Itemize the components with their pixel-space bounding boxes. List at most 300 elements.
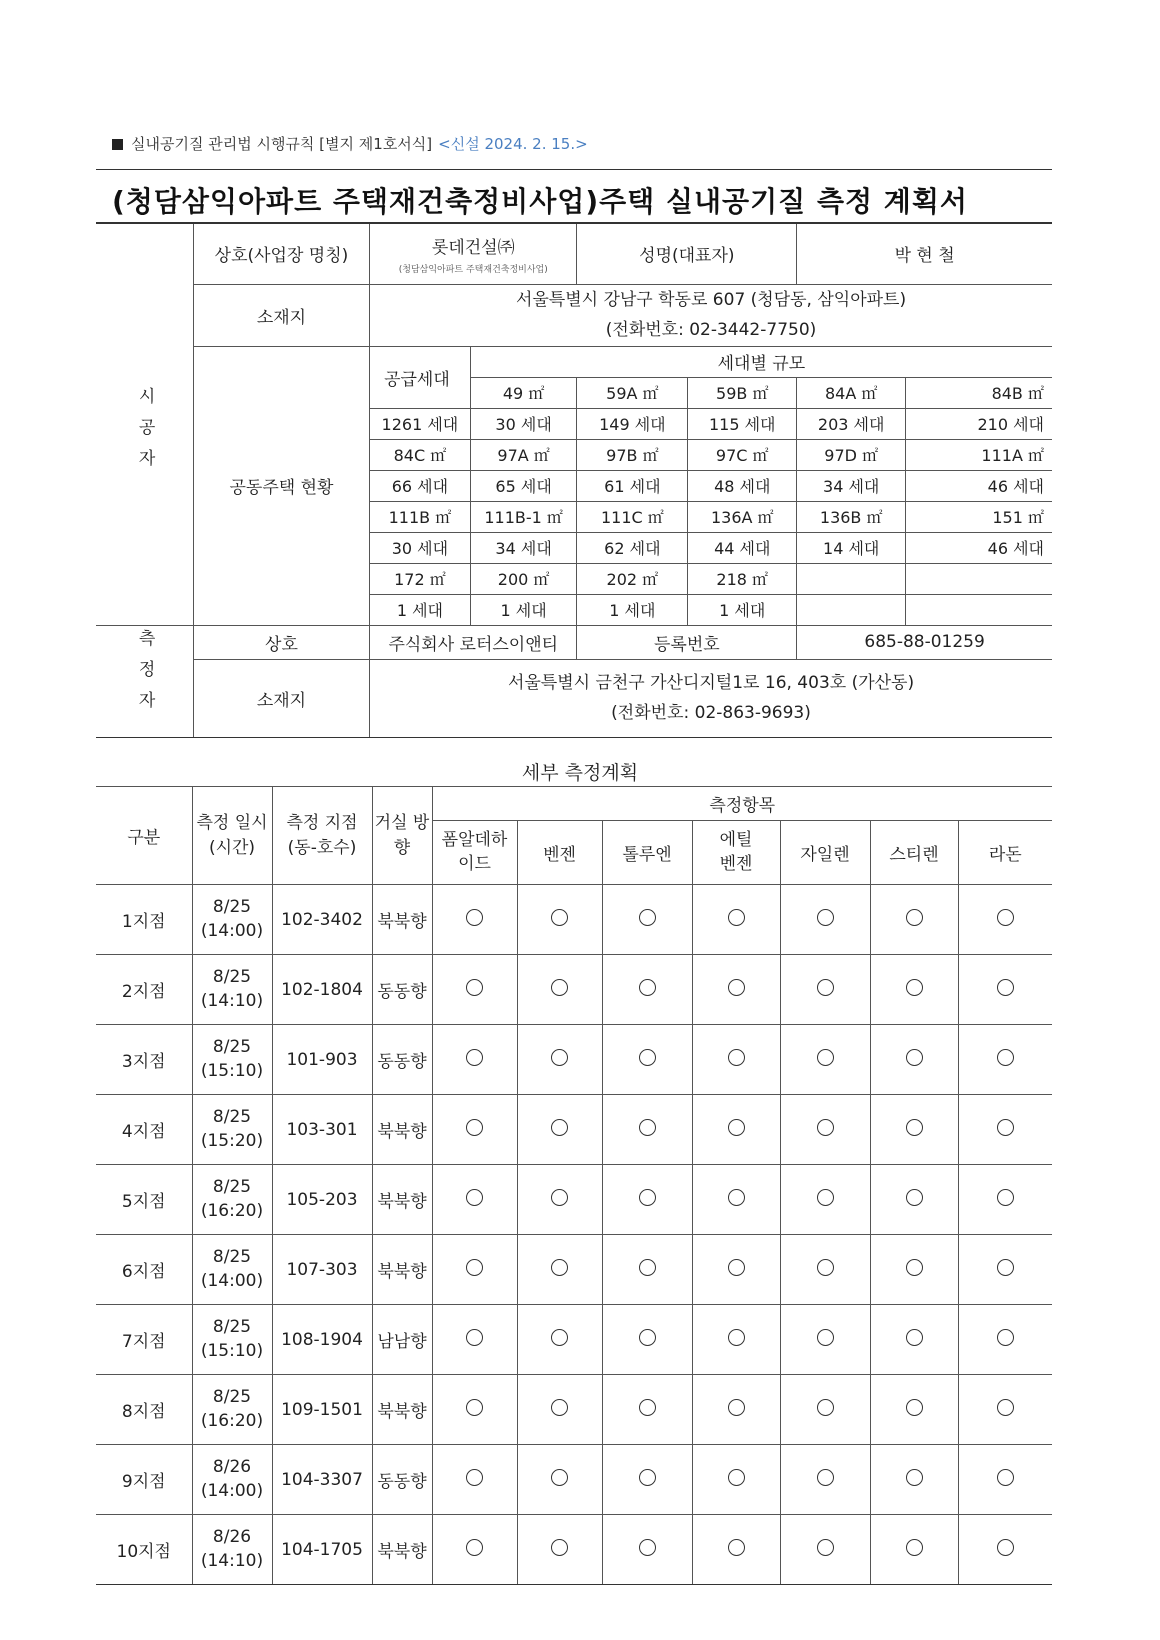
date-text: 8/25 xyxy=(212,1036,252,1057)
count-cell: 48 세대 xyxy=(688,470,797,501)
scale-label: 세대별 규모 xyxy=(470,346,1052,377)
check-cell xyxy=(692,1305,780,1375)
date-text: 8/25 xyxy=(212,1386,252,1407)
size-cell: 111B-1 ㎡ xyxy=(470,501,577,532)
count-cell: 44 세대 xyxy=(688,532,797,563)
date-text: 8/26 xyxy=(212,1456,252,1477)
check-cell xyxy=(870,1095,958,1165)
check-cell xyxy=(432,1305,517,1375)
date-text: 8/25 xyxy=(212,1246,252,1267)
circle-mark-icon xyxy=(728,1469,745,1486)
check-cell xyxy=(602,1375,692,1445)
circle-mark-icon xyxy=(639,909,656,926)
size-cell xyxy=(906,563,1052,594)
size-cell: 218 ㎡ xyxy=(688,563,797,594)
measurer-section-text: 측정자 xyxy=(134,629,155,723)
count-cell: 30 세대 xyxy=(370,532,471,563)
circle-mark-icon xyxy=(728,1539,745,1556)
circle-mark-icon xyxy=(997,1049,1014,1066)
circle-mark-icon xyxy=(997,1189,1014,1206)
size-cell: 59A ㎡ xyxy=(577,377,688,408)
date-text: 8/25 xyxy=(212,966,252,987)
check-cell xyxy=(432,1235,517,1305)
circle-mark-icon xyxy=(997,909,1014,926)
builder-rep-label: 성명(대표자) xyxy=(577,224,797,284)
detail-table xyxy=(96,786,1052,1585)
time-text: (14:10) xyxy=(200,990,264,1011)
count-cell: 62 세대 xyxy=(577,532,688,563)
datetime-cell xyxy=(192,1515,272,1585)
count-cell xyxy=(906,594,1052,625)
check-cell xyxy=(517,1375,602,1445)
check-cell xyxy=(432,1095,517,1165)
builder-phone: (전화번호: 02-3442-7750) xyxy=(605,320,817,341)
check-cell xyxy=(958,955,1052,1025)
datetime-cell xyxy=(192,955,272,1025)
table-row xyxy=(96,1095,1052,1165)
circle-mark-icon xyxy=(639,1189,656,1206)
count-cell: 210 세대 xyxy=(906,408,1052,439)
datetime-cell xyxy=(192,1375,272,1445)
size-cell: 136B ㎡ xyxy=(797,501,906,532)
table-row xyxy=(96,1235,1052,1305)
count-cell: 1 세대 xyxy=(370,594,471,625)
check-cell xyxy=(780,1095,870,1165)
size-cell: 136A ㎡ xyxy=(688,501,797,532)
circle-mark-icon xyxy=(466,1469,483,1486)
form-reference xyxy=(112,133,588,154)
item-xylene: 자일렌 xyxy=(780,821,870,885)
circle-mark-icon xyxy=(728,1189,745,1206)
circle-mark-icon xyxy=(817,1329,834,1346)
count-cell: 1 세대 xyxy=(470,594,577,625)
circle-mark-icon xyxy=(906,1119,923,1136)
check-cell xyxy=(780,1375,870,1445)
count-cell: 46 세대 xyxy=(906,470,1052,501)
size-cell xyxy=(797,563,906,594)
circle-mark-icon xyxy=(551,1189,568,1206)
table-row xyxy=(96,1515,1052,1585)
size-cell: 97C ㎡ xyxy=(688,439,797,470)
circle-mark-icon xyxy=(639,1259,656,1276)
count-cell: 34 세대 xyxy=(470,532,577,563)
detail-plan-title: 세부 측정계획 xyxy=(521,762,639,784)
check-cell xyxy=(692,1165,780,1235)
check-cell xyxy=(432,1375,517,1445)
circle-mark-icon xyxy=(551,1399,568,1416)
check-cell xyxy=(602,1025,692,1095)
info-table xyxy=(96,224,1052,738)
item-benzene: 벤젠 xyxy=(517,821,602,885)
check-cell xyxy=(692,1515,780,1585)
check-cell xyxy=(780,1165,870,1235)
time-text: (15:20) xyxy=(200,1130,264,1151)
count-cell: 1 세대 xyxy=(577,594,688,625)
check-cell xyxy=(958,1095,1052,1165)
check-cell xyxy=(432,1025,517,1095)
circle-mark-icon xyxy=(728,1259,745,1276)
check-cell xyxy=(870,1515,958,1585)
datetime-cell xyxy=(192,1305,272,1375)
circle-mark-icon xyxy=(906,1399,923,1416)
circle-mark-icon xyxy=(551,1329,568,1346)
check-cell xyxy=(602,1305,692,1375)
check-cell xyxy=(517,1305,602,1375)
check-cell xyxy=(517,1025,602,1095)
time-text: (15:10) xyxy=(200,1340,264,1361)
measurer-phone: (전화번호: 02-863-9693) xyxy=(611,703,811,724)
check-cell xyxy=(870,1305,958,1375)
circle-mark-icon xyxy=(466,909,483,926)
circle-mark-icon xyxy=(817,1119,834,1136)
circle-mark-icon xyxy=(997,1119,1014,1136)
size-cell: 172 ㎡ xyxy=(370,563,471,594)
size-cell: 111A ㎡ xyxy=(906,439,1052,470)
point-cell: 1지점 xyxy=(96,885,192,955)
check-cell xyxy=(602,955,692,1025)
header-datetime: 측정 일시 (시간) xyxy=(192,787,272,885)
count-cell: 1261 세대 xyxy=(370,408,471,439)
unit-cell: 105-203 xyxy=(272,1165,372,1235)
count-cell: 149 세대 xyxy=(577,408,688,439)
circle-mark-icon xyxy=(997,1259,1014,1276)
check-cell xyxy=(432,885,517,955)
date-text: 8/25 xyxy=(212,1106,252,1127)
date-text: 8/25 xyxy=(212,896,252,917)
check-cell xyxy=(517,1515,602,1585)
size-cell: 49 ㎡ xyxy=(470,377,577,408)
check-cell xyxy=(602,1235,692,1305)
header-items: 측정항목 xyxy=(432,787,1052,821)
check-cell xyxy=(958,885,1052,955)
circle-mark-icon xyxy=(728,1329,745,1346)
builder-company-cell xyxy=(370,224,577,284)
check-cell xyxy=(958,1165,1052,1235)
check-cell xyxy=(870,1375,958,1445)
point-cell: 3지점 xyxy=(96,1025,192,1095)
table-row xyxy=(96,1025,1052,1095)
circle-mark-icon xyxy=(466,1399,483,1416)
size-cell: 84B ㎡ xyxy=(906,377,1052,408)
circle-mark-icon xyxy=(466,1119,483,1136)
unit-cell: 103-301 xyxy=(272,1095,372,1165)
document-title: (청담삼익아파트 주택재건축정비사업)주택 실내공기질 측정 계획서 xyxy=(112,185,968,218)
circle-mark-icon xyxy=(466,1539,483,1556)
count-cell: 66 세대 xyxy=(370,470,471,501)
check-cell xyxy=(870,955,958,1025)
circle-mark-icon xyxy=(639,1119,656,1136)
circle-mark-icon xyxy=(466,1329,483,1346)
check-cell xyxy=(692,1375,780,1445)
datetime-cell xyxy=(192,1445,272,1515)
circle-mark-icon xyxy=(639,1469,656,1486)
check-cell xyxy=(780,1025,870,1095)
check-cell xyxy=(692,1095,780,1165)
check-cell xyxy=(432,1165,517,1235)
point-cell: 7지점 xyxy=(96,1305,192,1375)
point-cell: 6지점 xyxy=(96,1235,192,1305)
builder-section-text: 시공자 xyxy=(134,386,155,480)
check-cell xyxy=(780,1445,870,1515)
circle-mark-icon xyxy=(639,1539,656,1556)
check-cell xyxy=(780,1515,870,1585)
check-cell xyxy=(692,955,780,1025)
unit-cell: 102-1804 xyxy=(272,955,372,1025)
check-cell xyxy=(870,885,958,955)
measurer-address-cell xyxy=(370,659,1052,737)
circle-mark-icon xyxy=(817,909,834,926)
table-row xyxy=(96,1305,1052,1375)
date-text: 8/25 xyxy=(212,1176,252,1197)
check-cell xyxy=(517,1235,602,1305)
size-cell: 200 ㎡ xyxy=(470,563,577,594)
circle-mark-icon xyxy=(817,979,834,996)
circle-mark-icon xyxy=(906,1469,923,1486)
builder-blank xyxy=(96,224,193,284)
check-cell xyxy=(602,1445,692,1515)
circle-mark-icon xyxy=(466,1049,483,1066)
table-row xyxy=(96,1445,1052,1515)
check-cell xyxy=(780,955,870,1025)
unit-cell: 104-1705 xyxy=(272,1515,372,1585)
check-cell xyxy=(692,1445,780,1515)
check-cell xyxy=(602,1515,692,1585)
circle-mark-icon xyxy=(906,909,923,926)
date-text: 8/25 xyxy=(212,1316,252,1337)
check-cell xyxy=(432,955,517,1025)
supply-label: 공급세대 xyxy=(370,346,471,408)
builder-company-sub: (청담삼익아파트 주택재건축정비사업) xyxy=(398,264,548,275)
header-location: 측정 지점 (동-호수) xyxy=(272,787,372,885)
circle-mark-icon xyxy=(466,979,483,996)
count-cell: 203 세대 xyxy=(797,408,906,439)
count-cell: 30 세대 xyxy=(470,408,577,439)
size-cell: 202 ㎡ xyxy=(577,563,688,594)
item-radon: 라돈 xyxy=(958,821,1052,885)
builder-company-name: 롯데건설㈜ xyxy=(431,237,515,258)
check-cell xyxy=(692,1025,780,1095)
circle-mark-icon xyxy=(906,1049,923,1066)
measurer-address: 서울특별시 금천구 가산디지털1로 16, 403호 (가산동) xyxy=(507,672,915,693)
check-cell xyxy=(870,1445,958,1515)
unit-cell: 109-1501 xyxy=(272,1375,372,1445)
check-cell xyxy=(432,1445,517,1515)
measurer-section-label xyxy=(96,625,193,737)
table-row xyxy=(96,1165,1052,1235)
count-cell: 65 세대 xyxy=(470,470,577,501)
count-cell: 14 세대 xyxy=(797,532,906,563)
check-cell xyxy=(602,885,692,955)
circle-mark-icon xyxy=(639,1399,656,1416)
builder-address-cell xyxy=(370,284,1052,346)
size-cell: 97D ㎡ xyxy=(797,439,906,470)
datetime-cell xyxy=(192,885,272,955)
circle-mark-icon xyxy=(551,1259,568,1276)
item-toluene: 톨루엔 xyxy=(602,821,692,885)
circle-mark-icon xyxy=(551,909,568,926)
detail-rows xyxy=(96,885,1052,1585)
check-cell xyxy=(432,1515,517,1585)
point-cell: 9지점 xyxy=(96,1445,192,1515)
count-cell: 61 세대 xyxy=(577,470,688,501)
circle-mark-icon xyxy=(639,979,656,996)
builder-company-label: 상호(사업장 명칭) xyxy=(193,224,369,284)
table-row xyxy=(96,955,1052,1025)
check-cell xyxy=(602,1165,692,1235)
size-cell: 84C ㎡ xyxy=(370,439,471,470)
direction-cell: 동동향 xyxy=(372,955,432,1025)
size-cell: 59B ㎡ xyxy=(688,377,797,408)
size-cell: 84A ㎡ xyxy=(797,377,906,408)
datetime-cell xyxy=(192,1025,272,1095)
circle-mark-icon xyxy=(817,1049,834,1066)
datetime-cell xyxy=(192,1165,272,1235)
circle-mark-icon xyxy=(551,1469,568,1486)
size-cell: 97B ㎡ xyxy=(577,439,688,470)
check-cell xyxy=(870,1025,958,1095)
unit-cell: 101-903 xyxy=(272,1025,372,1095)
circle-mark-icon xyxy=(817,1259,834,1276)
measurer-company-label: 상호 xyxy=(193,625,369,659)
circle-mark-icon xyxy=(551,1049,568,1066)
circle-mark-icon xyxy=(817,1469,834,1486)
direction-cell: 북북향 xyxy=(372,1515,432,1585)
size-cell: 111C ㎡ xyxy=(577,501,688,532)
circle-mark-icon xyxy=(997,1539,1014,1556)
datetime-cell xyxy=(192,1235,272,1305)
point-cell: 8지점 xyxy=(96,1375,192,1445)
count-cell: 115 세대 xyxy=(688,408,797,439)
unit-cell: 102-3402 xyxy=(272,885,372,955)
circle-mark-icon xyxy=(906,1259,923,1276)
direction-cell: 북북향 xyxy=(372,1095,432,1165)
builder-address-label: 소재지 xyxy=(193,284,369,346)
direction-cell: 남남향 xyxy=(372,1305,432,1375)
circle-mark-icon xyxy=(817,1539,834,1556)
count-cell: 46 세대 xyxy=(906,532,1052,563)
datetime-cell xyxy=(192,1095,272,1165)
circle-mark-icon xyxy=(466,1259,483,1276)
point-cell: 10지점 xyxy=(96,1515,192,1585)
size-cell: 97A ㎡ xyxy=(470,439,577,470)
circle-mark-icon xyxy=(997,1469,1014,1486)
count-cell: 34 세대 xyxy=(797,470,906,501)
count-cell: 1 세대 xyxy=(688,594,797,625)
measurer-reg-label: 등록번호 xyxy=(577,625,797,659)
header-direction: 거실 방향 xyxy=(372,787,432,885)
table-row xyxy=(96,1375,1052,1445)
check-cell xyxy=(517,1095,602,1165)
circle-mark-icon xyxy=(466,1189,483,1206)
circle-mark-icon xyxy=(817,1399,834,1416)
circle-mark-icon xyxy=(906,1189,923,1206)
check-cell xyxy=(517,885,602,955)
point-cell: 2지점 xyxy=(96,955,192,1025)
circle-mark-icon xyxy=(728,1119,745,1136)
unit-cell: 104-3307 xyxy=(272,1445,372,1515)
circle-mark-icon xyxy=(551,1119,568,1136)
builder-section-label xyxy=(96,284,193,594)
check-cell xyxy=(958,1025,1052,1095)
top-rule xyxy=(96,169,1052,170)
builder-rep-name: 박 현 철 xyxy=(797,224,1052,284)
check-cell xyxy=(870,1165,958,1235)
check-cell xyxy=(780,1235,870,1305)
direction-cell: 동동향 xyxy=(372,1025,432,1095)
check-cell xyxy=(958,1305,1052,1375)
time-text: (15:10) xyxy=(200,1060,264,1081)
check-cell xyxy=(958,1375,1052,1445)
measurer-company-name: 주식회사 로터스이앤티 xyxy=(370,625,577,659)
check-cell xyxy=(780,1305,870,1375)
revision-note: <신설 2024. 2. 15.> xyxy=(438,135,588,153)
date-text: 8/26 xyxy=(212,1526,252,1547)
check-cell xyxy=(870,1235,958,1305)
unit-cell: 107-303 xyxy=(272,1235,372,1305)
circle-mark-icon xyxy=(728,909,745,926)
time-text: (14:00) xyxy=(200,1270,264,1291)
item-styrene: 스티렌 xyxy=(870,821,958,885)
direction-cell: 북북향 xyxy=(372,1165,432,1235)
circle-mark-icon xyxy=(997,1399,1014,1416)
circle-mark-icon xyxy=(997,979,1014,996)
point-cell: 5지점 xyxy=(96,1165,192,1235)
measurer-reg-number: 685-88-01259 xyxy=(797,625,1052,659)
check-cell xyxy=(958,1445,1052,1515)
time-text: (16:20) xyxy=(200,1410,264,1431)
check-cell xyxy=(958,1235,1052,1305)
circle-mark-icon xyxy=(728,979,745,996)
unit-cell: 108-1904 xyxy=(272,1305,372,1375)
circle-mark-icon xyxy=(639,1329,656,1346)
measurer-address-label: 소재지 xyxy=(193,659,369,737)
direction-cell: 북북향 xyxy=(372,885,432,955)
check-cell xyxy=(780,885,870,955)
circle-mark-icon xyxy=(906,1329,923,1346)
check-cell xyxy=(517,955,602,1025)
housing-label: 공동주택 현황 xyxy=(193,346,369,625)
form-label: 실내공기질 관리법 시행규칙 [별지 제1호서식] xyxy=(131,135,433,153)
check-cell xyxy=(517,1165,602,1235)
circle-mark-icon xyxy=(728,1399,745,1416)
circle-mark-icon xyxy=(551,1539,568,1556)
item-formaldehyde: 폼알데하이드 xyxy=(432,821,517,885)
time-text: (14:10) xyxy=(200,1550,264,1571)
circle-mark-icon xyxy=(817,1189,834,1206)
builder-address: 서울특별시 강남구 학동로 607 (청담동, 삼익아파트) xyxy=(515,289,907,310)
time-text: (14:00) xyxy=(200,1480,264,1501)
circle-mark-icon xyxy=(906,979,923,996)
time-text: (16:20) xyxy=(200,1200,264,1221)
direction-cell: 북북향 xyxy=(372,1375,432,1445)
circle-mark-icon xyxy=(728,1049,745,1066)
check-cell xyxy=(692,1235,780,1305)
circle-mark-icon xyxy=(551,979,568,996)
point-cell: 4지점 xyxy=(96,1095,192,1165)
size-cell: 111B ㎡ xyxy=(370,501,471,532)
circle-mark-icon xyxy=(906,1539,923,1556)
builder-blank-bottom xyxy=(96,594,193,625)
count-cell xyxy=(797,594,906,625)
check-cell xyxy=(517,1445,602,1515)
direction-cell: 동동향 xyxy=(372,1445,432,1515)
item-ethylbenzene: 에틸벤젠 xyxy=(692,821,780,885)
time-text: (14:00) xyxy=(200,920,264,941)
check-cell xyxy=(958,1515,1052,1585)
circle-mark-icon xyxy=(997,1329,1014,1346)
direction-cell: 북북향 xyxy=(372,1235,432,1305)
check-cell xyxy=(692,885,780,955)
